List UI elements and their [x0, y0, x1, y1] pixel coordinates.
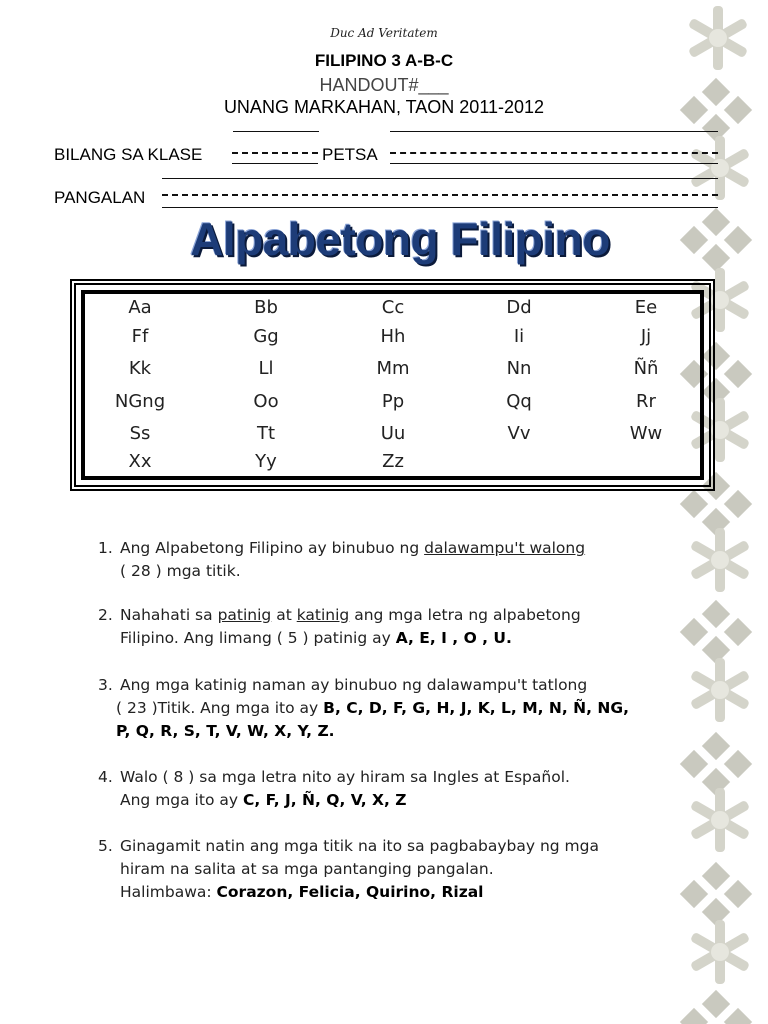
- letter-cell: Vv: [507, 423, 531, 444]
- letter-cell: Tt: [256, 423, 276, 444]
- page-title: Alpabetong Filipino: [190, 213, 610, 265]
- letter-cell: Dd: [506, 297, 532, 318]
- item-text-line2: hiram na salita at sa mga pantanging pangalan.: [120, 860, 494, 878]
- class-number-underline: [232, 163, 318, 164]
- letter-cell: Cc: [381, 297, 405, 318]
- letter-cell: Ññ: [633, 358, 659, 379]
- letter-cell: Mm: [376, 358, 410, 379]
- item-underlined: patinig: [217, 606, 272, 624]
- item-text: Nahahati sa: [120, 606, 218, 624]
- item-text-line2: [98, 697, 708, 720]
- consonant-list-line2: P, Q, R, S, T, V, W, X, Y, Z.: [116, 722, 335, 740]
- letter-cell: Yy: [255, 451, 277, 472]
- item-text: Halimbawa:: [120, 883, 217, 901]
- letter-cell: Bb: [254, 297, 278, 318]
- date-field[interactable]: [390, 152, 718, 154]
- item-text-line2: [98, 789, 708, 812]
- school-motto: Duc Ad Veritatem: [330, 26, 438, 40]
- letter-cell: Uu: [380, 423, 406, 444]
- letter-cell: Ss: [129, 423, 151, 444]
- list-item: [98, 604, 708, 650]
- letter-cell: Jj: [640, 326, 652, 347]
- handout-label: HANDOUT#___: [319, 75, 449, 95]
- letter-cell: Ww: [629, 423, 663, 444]
- item-number: 1.: [98, 539, 113, 557]
- item-number: 5.: [98, 837, 113, 855]
- list-item: [98, 766, 708, 812]
- list-item: [98, 537, 708, 583]
- letter-cell: Ee: [634, 297, 658, 318]
- item-number: 2.: [98, 606, 113, 624]
- name-label: PANGALAN: [54, 188, 146, 207]
- date-label: PETSA: [322, 145, 378, 164]
- item-text: Walo ( 8 ) sa mga letra nito ay hiram sa Ingles at Español.: [120, 768, 570, 786]
- item-text: at: [271, 606, 297, 624]
- item-number: 3.: [98, 676, 113, 694]
- letter-cell: Hh: [380, 326, 406, 347]
- date-top-line: [390, 131, 718, 132]
- consonant-list: B, C, D, F, G, H, J, K, L, M, N, Ñ, NG,: [323, 699, 630, 717]
- name-underline: [162, 207, 718, 208]
- item-text-line3: [98, 881, 708, 904]
- letter-cell: Oo: [253, 391, 279, 412]
- vowel-list: A, E, I , O , U.: [395, 629, 512, 647]
- letter-cell: Ll: [258, 358, 274, 379]
- course-title: FILIPINO 3 A-B-C: [314, 51, 454, 70]
- list-item: [98, 674, 708, 743]
- class-number-top-line: [233, 131, 319, 132]
- borrowed-letter-list: C, F, J, Ñ, Q, V, X, Z: [242, 791, 407, 809]
- item-underlined: dalawampu't walong: [424, 539, 586, 557]
- letter-cell: Pp: [381, 391, 405, 412]
- name-field[interactable]: [162, 194, 718, 196]
- letter-cell: Qq: [506, 391, 532, 412]
- letter-cell: Zz: [382, 451, 404, 472]
- quarter-label: UNANG MARKAHAN, TAON 2011-2012: [223, 97, 545, 117]
- item-text-line2: [98, 627, 708, 650]
- item-text: Filipino. Ang limang ( 5 ) patinig ay: [120, 629, 396, 647]
- class-number-field[interactable]: [232, 152, 318, 154]
- letter-cell: Gg: [253, 326, 279, 347]
- item-underlined: katinig: [296, 606, 350, 624]
- name-top-line: [162, 178, 718, 179]
- item-text: ang mga letra ng alpabetong: [349, 606, 581, 624]
- date-underline: [390, 163, 718, 164]
- letter-cell: Aa: [128, 297, 152, 318]
- list-item: [98, 835, 708, 904]
- item-text-line2: ( 28 ) mga titik.: [120, 562, 241, 580]
- letter-cell: NGng: [114, 391, 166, 412]
- item-text: Ang mga ito ay: [120, 791, 243, 809]
- letter-cell: Rr: [636, 391, 656, 412]
- letter-cell: Xx: [128, 451, 152, 472]
- item-text: ( 23 )Titik. Ang mga ito ay: [116, 699, 324, 717]
- letter-cell: Ii: [513, 326, 525, 347]
- letter-cell: Nn: [506, 358, 532, 379]
- item-text: Ginagamit natin ang mga titik na ito sa pagbabaybay ng mga: [120, 837, 599, 855]
- letter-cell: Kk: [128, 358, 152, 379]
- example-names: Corazon, Felicia, Quirino, Rizal: [216, 883, 484, 901]
- item-text: Ang Alpabetong Filipino ay binubuo ng: [120, 539, 425, 557]
- item-number: 4.: [98, 768, 113, 786]
- letter-cell: Ff: [131, 326, 149, 347]
- item-text: Ang mga katinig naman ay binubuo ng dalawampu't tatlong: [120, 676, 588, 694]
- class-number-label: BILANG SA KLASE: [54, 145, 203, 164]
